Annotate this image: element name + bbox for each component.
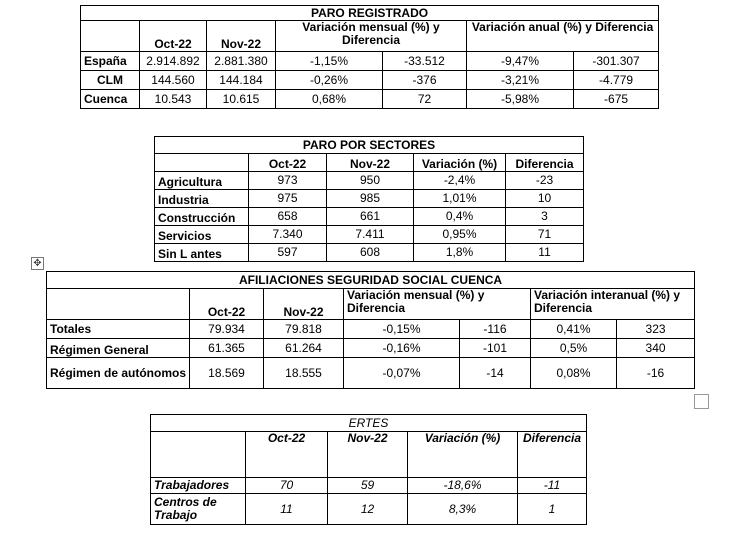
cell: 597 (249, 244, 327, 262)
cell: 144.560 (140, 71, 207, 90)
cell: 0,5% (531, 339, 617, 358)
table-row (155, 244, 584, 262)
move-cross-icon: ✥ (33, 258, 42, 269)
row-label: Régimen de autónomos (47, 358, 190, 389)
cell: 0,41% (531, 320, 617, 339)
ertes-table (150, 414, 587, 525)
table-move-handle[interactable] (31, 257, 44, 270)
cell: -4.779 (574, 71, 659, 90)
afiliaciones-table (46, 271, 695, 389)
cell: 1 (518, 494, 587, 525)
row-label: Régimen General (47, 339, 190, 358)
column-header: Nov-22 (264, 289, 344, 320)
column-header: Nov-22 (327, 154, 414, 172)
header-empty (47, 289, 190, 320)
row-label: Construcción (155, 208, 249, 226)
cell: -101 (460, 339, 531, 358)
column-header: Variación (%) (408, 432, 518, 478)
table-row (151, 478, 587, 494)
row-label: Cuenca (81, 90, 140, 109)
column-header: Nov-22 (207, 21, 276, 52)
cell: -33.512 (383, 52, 467, 71)
cell: 12 (328, 494, 408, 525)
cell: 144.184 (207, 71, 276, 90)
cell: 973 (249, 172, 327, 190)
cell: 950 (327, 172, 414, 190)
row-label: España (81, 52, 140, 71)
cell: 61.264 (264, 339, 344, 358)
row-label: Totales (47, 320, 190, 339)
cell: -376 (383, 71, 467, 90)
cell: -116 (460, 320, 531, 339)
table-row (155, 226, 584, 244)
column-header: Variación mensual (%) y Diferencia (344, 289, 531, 320)
cell: 1,8% (414, 244, 506, 262)
cell: 0,4% (414, 208, 506, 226)
cell: -301.307 (574, 52, 659, 71)
cell: 10.615 (207, 90, 276, 109)
paro-sectores-table (154, 136, 584, 262)
table-title: ERTES (151, 415, 587, 432)
cell: -9,47% (467, 52, 574, 71)
cell: 340 (617, 339, 695, 358)
row-label: Sin L antes (155, 244, 249, 262)
column-header: Nov-22 (328, 432, 408, 478)
cell: 1,01% (414, 190, 506, 208)
cell: -0,16% (344, 339, 460, 358)
cell: -18,6% (408, 478, 518, 494)
row-label: Trabajadores (151, 478, 246, 494)
row-label: Industria (155, 190, 249, 208)
cell: 7.340 (249, 226, 327, 244)
column-header: Diferencia (518, 432, 587, 478)
cell: -1,15% (276, 52, 383, 71)
cell: 323 (617, 320, 695, 339)
cell: 3 (506, 208, 584, 226)
table-title: PARO REGISTRADO (81, 6, 659, 21)
cell: 72 (383, 90, 467, 109)
cell: -11 (518, 478, 587, 494)
cell: -23 (506, 172, 584, 190)
cell: 71 (506, 226, 584, 244)
table-row (47, 339, 695, 358)
cell: 11 (246, 494, 328, 525)
column-header: Oct-22 (246, 432, 328, 478)
cell: 10 (506, 190, 584, 208)
table-title: PARO POR SECTORES (155, 137, 584, 154)
table-row (155, 172, 584, 190)
cell: -2,4% (414, 172, 506, 190)
cell: 18.555 (264, 358, 344, 389)
cell: 985 (327, 190, 414, 208)
table-row (151, 494, 587, 525)
cell: -3,21% (467, 71, 574, 90)
cell: 7.411 (327, 226, 414, 244)
row-label: Centros de Trabajo (151, 494, 246, 525)
cell: 2.914.892 (140, 52, 207, 71)
table-row (155, 190, 584, 208)
cell: -14 (460, 358, 531, 389)
cell: 0,95% (414, 226, 506, 244)
cell: 658 (249, 208, 327, 226)
header-empty (81, 21, 140, 52)
cell: -675 (574, 90, 659, 109)
column-header: Variación mensual (%) y Diferencia (276, 21, 467, 52)
cell: 661 (327, 208, 414, 226)
column-header: Oct-22 (249, 154, 327, 172)
cell: 0,68% (276, 90, 383, 109)
cell: 18.569 (190, 358, 264, 389)
cell: 70 (246, 478, 328, 494)
header-empty (151, 432, 246, 478)
table-row (47, 320, 695, 339)
cell: 608 (327, 244, 414, 262)
column-header: Oct-22 (190, 289, 264, 320)
column-header: Variación anual (%) y Diferencia (467, 21, 659, 52)
table-row (81, 52, 659, 71)
column-header: Diferencia (506, 154, 584, 172)
cell: 2.881.380 (207, 52, 276, 71)
table-title: AFILIACIONES SEGURIDAD SOCIAL CUENCA (47, 272, 695, 289)
table-row (81, 90, 659, 109)
cell: -5,98% (467, 90, 574, 109)
table-row (47, 358, 695, 389)
cell: -16 (617, 358, 695, 389)
column-header: Oct-22 (140, 21, 207, 52)
cell: 59 (328, 478, 408, 494)
row-label: Servicios (155, 226, 249, 244)
cell: -0,26% (276, 71, 383, 90)
column-header: Variación (%) (414, 154, 506, 172)
cell: 79.818 (264, 320, 344, 339)
cell: 11 (506, 244, 584, 262)
table-row (81, 71, 659, 90)
paro-registrado-table (80, 5, 659, 109)
row-label: CLM (81, 71, 140, 90)
table-row (155, 208, 584, 226)
cell: -0,07% (344, 358, 460, 389)
cell: 79.934 (190, 320, 264, 339)
cell: 8,3% (408, 494, 518, 525)
cell: 61.365 (190, 339, 264, 358)
header-empty (155, 154, 249, 172)
resize-square-icon[interactable] (694, 394, 709, 409)
cell: 0,08% (531, 358, 617, 389)
cell: 975 (249, 190, 327, 208)
cell: 10.543 (140, 90, 207, 109)
column-header: Variación interanual (%) y Diferencia (531, 289, 695, 320)
cell: -0,15% (344, 320, 460, 339)
row-label: Agricultura (155, 172, 249, 190)
